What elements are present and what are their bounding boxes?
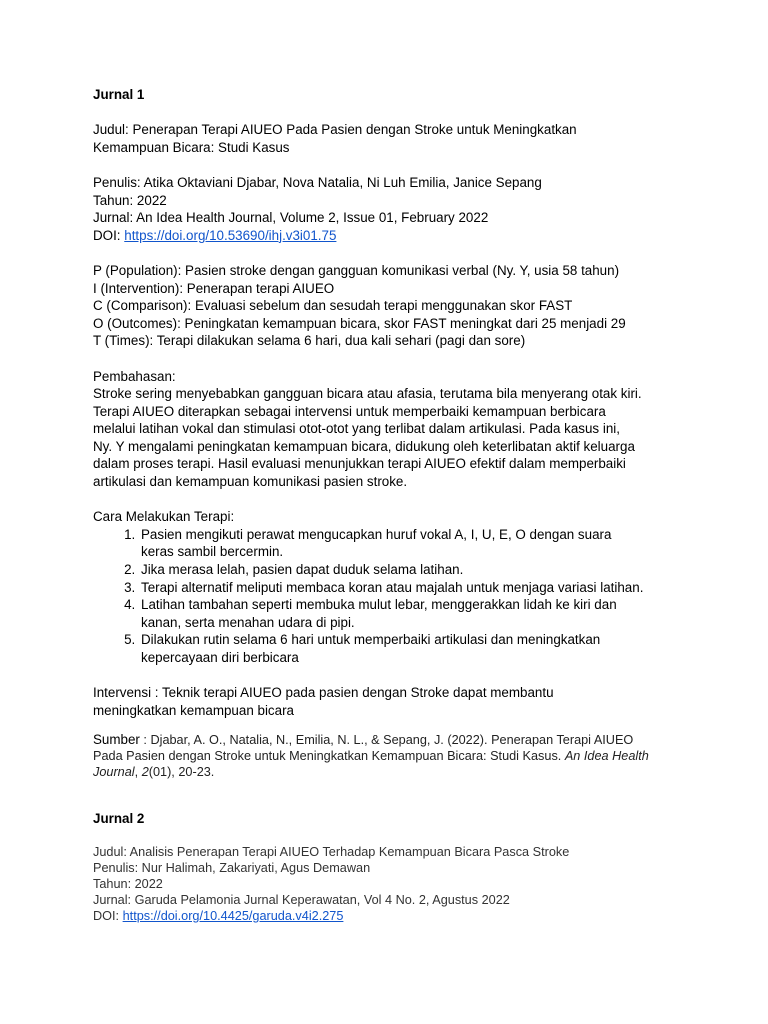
pembahasan-line: Stroke sering menyebabkan gangguan bicara atau afasia, terutama bila menyerang otak kiri. bbox=[93, 386, 642, 402]
steps-list bbox=[93, 526, 683, 667]
cara-label: Cara Melakukan Terapi: bbox=[93, 509, 235, 525]
jurnal-1-judul-line-1: Judul: Penerapan Terapi AIUEO Pada Pasien dengan Stroke untuk Meningkatkan bbox=[93, 122, 577, 138]
step-item bbox=[139, 631, 683, 666]
pembahasan-line: Ny. Y mengalami peningkatan kemampuan bicara, didukung oleh keterlibatan aktif keluarga bbox=[93, 438, 635, 454]
pembahasan-label: Pembahasan: bbox=[93, 368, 176, 384]
sumber-sep: , bbox=[134, 765, 142, 780]
jurnal-1-penulis: Penulis: Atika Oktaviani Djabar, Nova Natalia, Ni Luh Emilia, Janice Sepang bbox=[93, 174, 542, 190]
sumber-citation: : Djabar, A. O., Natalia, N., Emilia, N. L., & Sepang, J. (2022). Penerapan Terapi AIUEO bbox=[139, 733, 634, 748]
jurnal-2-penulis: Penulis: Nur Halimah, Zakariyati, Agus Demawan bbox=[93, 860, 371, 875]
pico-population: P (Population): Pasien stroke dengan gangguan komunikasi verbal (Ny. Y, usia 58 tahun) bbox=[93, 262, 620, 278]
step-line: keras sambil bercermin. bbox=[141, 544, 284, 560]
pembahasan-line: dalam proses terapi. Hasil evaluasi menunjukkan terapi AIUEO efektif dalam memperbaiki bbox=[93, 456, 626, 472]
step-line: kepercayaan diri berbicara bbox=[141, 650, 299, 665]
pico-times: T (Times): Terapi dilakukan selama 6 hari, dua kali sehari (pagi dan sore) bbox=[93, 333, 526, 349]
sumber-journal-name-cont: Journal bbox=[93, 765, 135, 780]
intervensi-line-1: Intervensi : Teknik terapi AIUEO pada pasien dengan Stroke dapat membantu bbox=[93, 685, 554, 701]
jurnal-1-judul-line-2: Kemampuan Bicara: Studi Kasus bbox=[93, 139, 290, 155]
step-line: Terapi alternatif meliputi membaca koran atau majalah untuk menjaga variasi latihan. bbox=[141, 579, 644, 595]
jurnal-2-jurnal: Jurnal: Garuda Pelamonia Jurnal Keperawatan, Vol 4 No. 2, Agustus 2022 bbox=[93, 892, 510, 907]
pembahasan-line: melalui latihan vokal dan stimulasi otot-otot yang terlibat dalam artikulasi. Pada kasus ini, bbox=[93, 421, 620, 437]
intervensi-line-2: meningkatkan kemampuan bicara bbox=[93, 702, 294, 718]
pico-comparison: C (Comparison): Evaluasi sebelum dan sesudah terapi menggunakan skor FAST bbox=[93, 298, 573, 314]
step-item bbox=[139, 561, 683, 579]
sumber-line-1 bbox=[93, 731, 683, 748]
pico-intervention: I (Intervention): Penerapan terapi AIUEO bbox=[93, 280, 335, 296]
jurnal-1-doi-link[interactable]: https://doi.org/10.53690/ihj.v3i01.75 bbox=[124, 227, 337, 243]
document-page bbox=[93, 86, 683, 924]
jurnal-2-doi-link[interactable]: https://doi.org/10.4425/garuda.v4i2.275 bbox=[122, 908, 344, 923]
sumber-issue-pages: (01), 20-23. bbox=[148, 765, 215, 780]
jurnal-2-doi bbox=[93, 908, 683, 924]
jurnal-2-heading: Jurnal 2 bbox=[93, 811, 145, 827]
pico-outcomes: O (Outcomes): Peningkatan kemampuan bicara, skor FAST meningkat dari 25 menjadi 29 bbox=[93, 315, 626, 331]
sumber-volume: 2 bbox=[141, 765, 149, 780]
sumber-title: Pada Pasien dengan Stroke untuk Meningkatkan Kemampuan Bicara: Studi Kasus. bbox=[93, 749, 565, 764]
step-line: Jika merasa lelah, pasien dapat duduk selama latihan. bbox=[141, 562, 464, 578]
step-item bbox=[139, 596, 683, 631]
pembahasan-line: Terapi AIUEO diterapkan sebagai intervensi untuk memperbaiki kemampuan berbicara bbox=[93, 403, 606, 419]
jurnal-2-tahun: Tahun: 2022 bbox=[93, 876, 163, 891]
step-item bbox=[139, 526, 683, 561]
sumber-label: Sumber bbox=[93, 732, 140, 748]
jurnal-2-judul: Judul: Analisis Penerapan Terapi AIUEO Terhadap Kemampuan Bicara Pasca Stroke bbox=[93, 844, 570, 859]
jurnal-1-doi bbox=[93, 227, 683, 245]
sumber-journal-name: An Idea Health bbox=[564, 749, 649, 764]
step-line: kanan, serta menahan udara di pipi. bbox=[141, 614, 355, 630]
doi-label: DOI: bbox=[93, 908, 123, 923]
jurnal-1-tahun: Tahun: 2022 bbox=[93, 192, 167, 208]
sumber-line-3 bbox=[93, 764, 683, 780]
step-line: Dilakukan rutin selama 6 hari untuk memperbaiki artikulasi dan meningkatkan bbox=[141, 632, 601, 648]
jurnal-1-jurnal: Jurnal: An Idea Health Journal, Volume 2, Issue 01, February 2022 bbox=[93, 210, 489, 226]
pembahasan-line: artikulasi dan kemampuan komunikasi pasien stroke. bbox=[93, 474, 408, 490]
jurnal-1-heading: Jurnal 1 bbox=[93, 87, 145, 102]
step-line: Latihan tambahan seperti membuka mulut lebar, menggerakkan lidah ke kiri dan bbox=[141, 597, 617, 613]
step-item bbox=[139, 579, 683, 597]
step-line: Pasien mengikuti perawat mengucapkan huruf vokal A, I, U, E, O dengan suara bbox=[141, 526, 612, 542]
sumber-line-2 bbox=[93, 748, 683, 764]
doi-label: DOI: bbox=[93, 227, 125, 243]
